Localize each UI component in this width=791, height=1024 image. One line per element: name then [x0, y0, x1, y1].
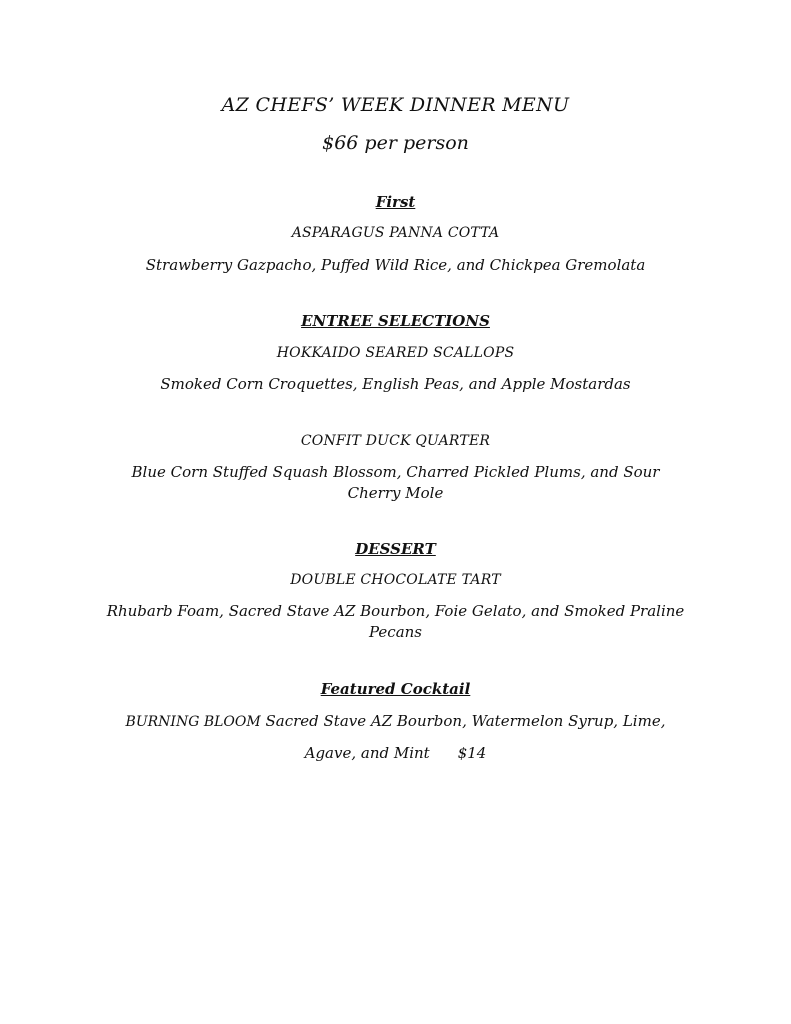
section-heading-dessert: DESSERT: [355, 540, 436, 558]
cocktail-line-2: [0, 743, 791, 763]
cocktail-name: BURNING BLOOM: [125, 714, 261, 730]
dish-name-dessert: DOUBLE CHOCOLATE TART: [290, 572, 501, 588]
dish-name-entree-2: CONFIT DUCK QUARTER: [300, 433, 491, 449]
menu-title: AZ CHEFS’ WEEK DINNER MENU: [221, 94, 570, 116]
dish-description-entree-2: Blue Corn Stuffed Squash Blossom, Charred Pickled Plums, and Sour Cherry Mole: [131, 463, 660, 502]
section-heading-first: First: [375, 193, 416, 211]
cocktail-description-line-1: Sacred Stave AZ Bourbon, Watermelon Syrup, Lime,: [265, 712, 666, 730]
dish-name-entree-1: HOKKAIDO SEARED SCALLOPS: [276, 345, 515, 361]
dish-description-first: Strawberry Gazpacho, Puffed Wild Rice, and Chickpea Gremolata: [145, 256, 646, 274]
cocktail-description-line-2: Agave, and Mint: [304, 744, 430, 762]
section-heading-entrees: ENTREE SELECTIONS: [301, 312, 490, 330]
dish-description-dessert: Rhubarb Foam, Sacred Stave AZ Bourbon, Foie Gelato, and Smoked Praline Pecans: [106, 602, 685, 641]
cocktail-price: $14: [457, 744, 487, 762]
section-heading-cocktail: Featured Cocktail: [320, 680, 471, 698]
cocktail-line-1: [0, 711, 791, 732]
dish-name-first: ASPARAGUS PANNA COTTA: [291, 225, 500, 241]
menu-price: $66 per person: [322, 132, 469, 154]
dish-description-entree-1: Smoked Corn Croquettes, English Peas, and Apple Mostardas: [160, 375, 631, 393]
